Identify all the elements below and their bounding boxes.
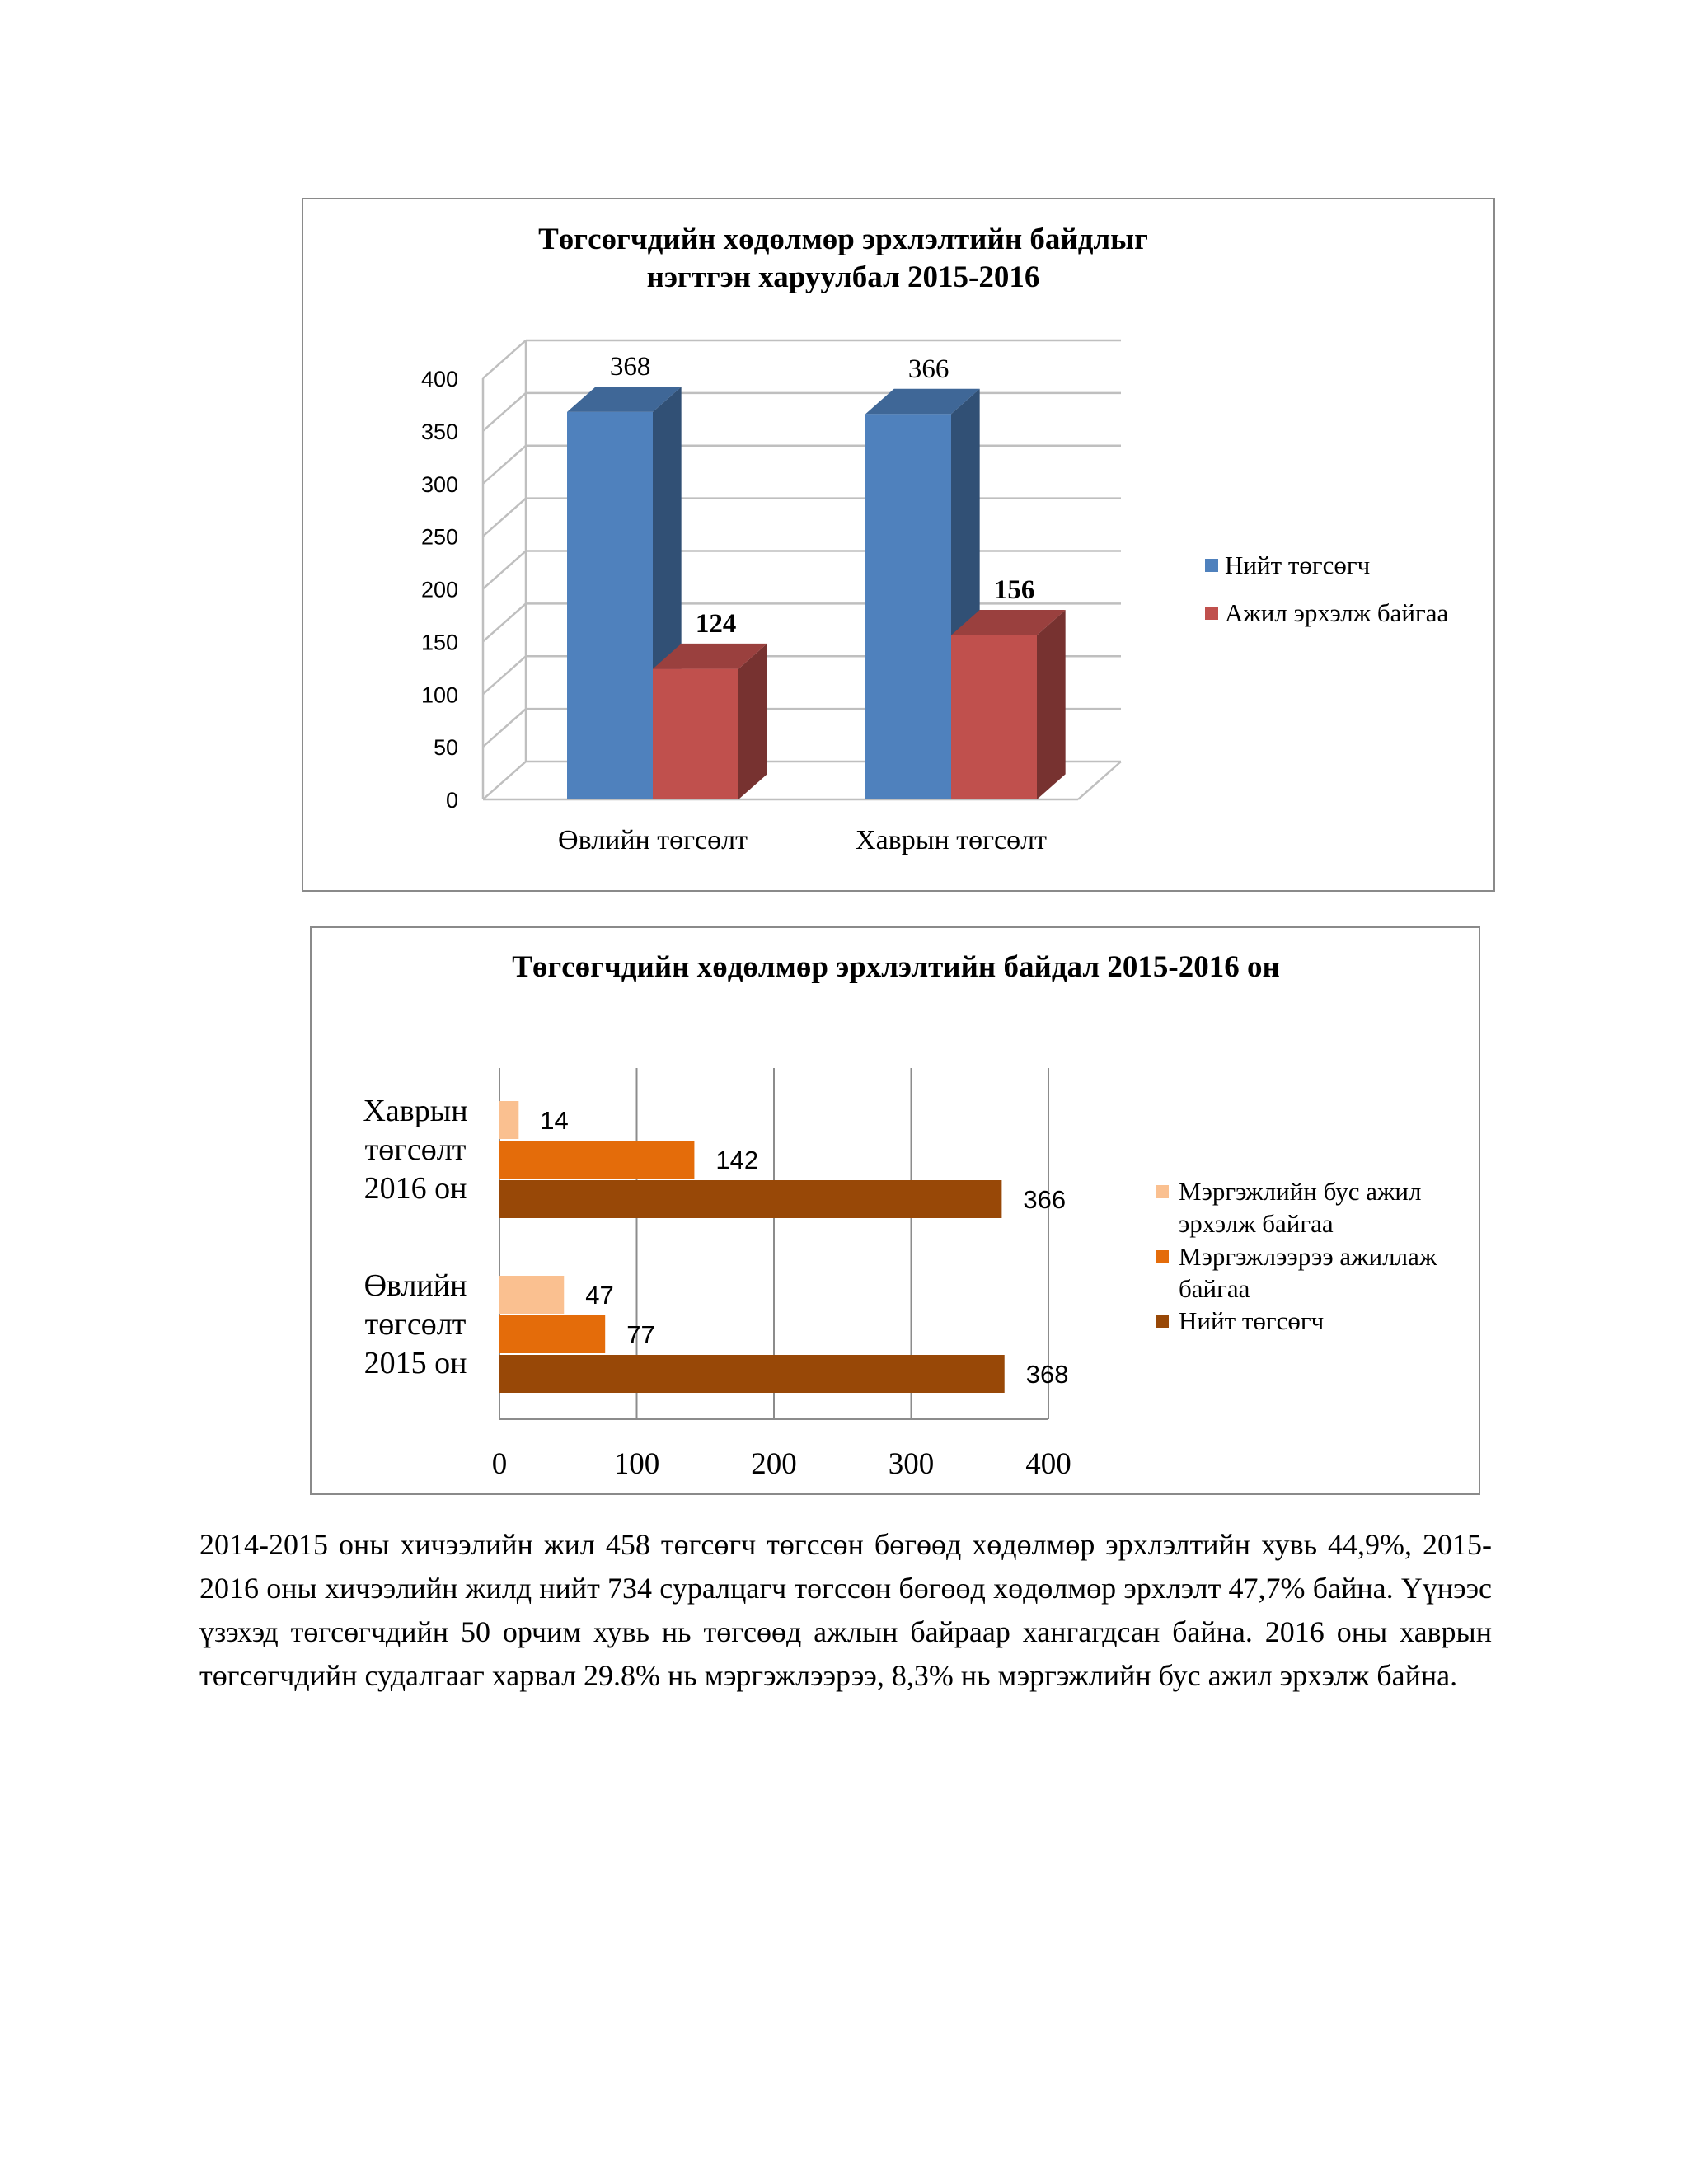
chart1-data-label: 156 [993, 575, 1035, 606]
chart2-data-label: 368 [1025, 1360, 1069, 1389]
chart2-data-label: 47 [585, 1281, 614, 1310]
chart2-category-label: Өвлийн [363, 1268, 467, 1303]
chart2-category-label: төгсөлт [364, 1307, 467, 1342]
chart1-y-tick-label: 300 [420, 471, 458, 497]
chart2-title: Төгсөгчдийн хөдөлмөр эрхлэлтийн байдал 2015-2016 он [512, 950, 1280, 984]
chart2-bar [499, 1101, 518, 1139]
chart2-x-tick-label: 0 [491, 1447, 508, 1481]
chart1-y-tick-label: 100 [420, 682, 458, 708]
chart2-bar [499, 1141, 694, 1179]
chart2-category-label: төгсөлт [364, 1132, 467, 1167]
chart2-data-label: 77 [626, 1320, 655, 1349]
chart1-data-label: 368 [609, 352, 651, 382]
chart1-y-tick-label: 250 [420, 524, 458, 550]
chart2-legend-swatch [1156, 1315, 1169, 1328]
chart2-bar [499, 1276, 564, 1314]
chart2-category-label: 2015 он [363, 1346, 467, 1380]
chart2-x-tick-label: 300 [888, 1447, 935, 1481]
chart1-y-tick-label: 150 [420, 630, 458, 655]
chart1-y-tick-label: 400 [420, 367, 458, 391]
chart2-x-tick-label: 100 [613, 1447, 660, 1481]
chart1-title-line: нэгтгэн харуулбал 2015-2016 [646, 260, 1040, 294]
chart1-data-label: 124 [695, 608, 737, 639]
chart1-y-tick-label: 200 [420, 577, 458, 602]
chart1-y-tick-label: 350 [420, 419, 458, 444]
chart2-bar [499, 1355, 1005, 1393]
body-paragraph: 2014-2015 оны хичээлийн жил 458 төгсөгч төгссөн бөгөөд хөдөлмөр эрхлэлтийн хувь 44,9%, 2015-2016 оны хичээлийн жилд нийт 734 суралцагч төгссөн бөгөөд хөдөлмөр эрхлэлт 47,7% байна. Үүнээс үзэхэд төгсөгчдийн 50 орчим хувь нь төгсөөд ажлын байраар хангагдсан байна. 2016 оны хаврын төгсөгчдийн судалгааг харвал 29.8% нь мэргэжлээрээ, 8,3% нь мэргэжлийн бус ажил эрхэлж байна. [199, 1528, 1492, 1692]
chart2-data-label: 142 [715, 1146, 759, 1174]
chart1-category-label: Өвлийн төгсөлт [558, 825, 748, 855]
chart2-data-label: 14 [540, 1106, 569, 1135]
chart2-bar [499, 1315, 605, 1353]
chart1-y-tick-label: 0 [445, 788, 458, 813]
chart1-legend-label: Ажил эрхэлж байгаа [1225, 598, 1449, 627]
chart1-data-label: 366 [907, 354, 950, 384]
chart2-category-label: Хаврын [363, 1094, 468, 1128]
chart2-legend-label: Мэргэжлээрээ ажиллаж [1179, 1242, 1437, 1271]
chart2-bar [499, 1180, 1001, 1218]
chart2-x-tick-label: 200 [751, 1447, 797, 1481]
chart2-data-label: 366 [1023, 1185, 1067, 1214]
chart1-title-line: Төгсөгчдийн хөдөлмөр эрхлэлтийн байдлыг [538, 223, 1148, 256]
chart2-legend-label: Мэргэжлийн бус ажил [1179, 1177, 1422, 1206]
chart2-legend-swatch [1156, 1250, 1169, 1263]
chart1-y-tick-label: 50 [433, 735, 458, 761]
chart2-category-label: 2016 он [363, 1171, 467, 1206]
chart2-legend-label: Нийт төгсөгч [1179, 1306, 1325, 1335]
chart2-x-tick-label: 400 [1025, 1447, 1071, 1481]
chart1-legend-label: Нийт төгсөгч [1225, 551, 1371, 579]
chart1-category-label: Хаврын төгсөлт [856, 825, 1047, 855]
chart2-legend-label: эрхэлж байгаа [1179, 1209, 1334, 1238]
chart2-legend-label: байгаа [1179, 1274, 1250, 1303]
chart2-legend-swatch [1156, 1185, 1169, 1198]
